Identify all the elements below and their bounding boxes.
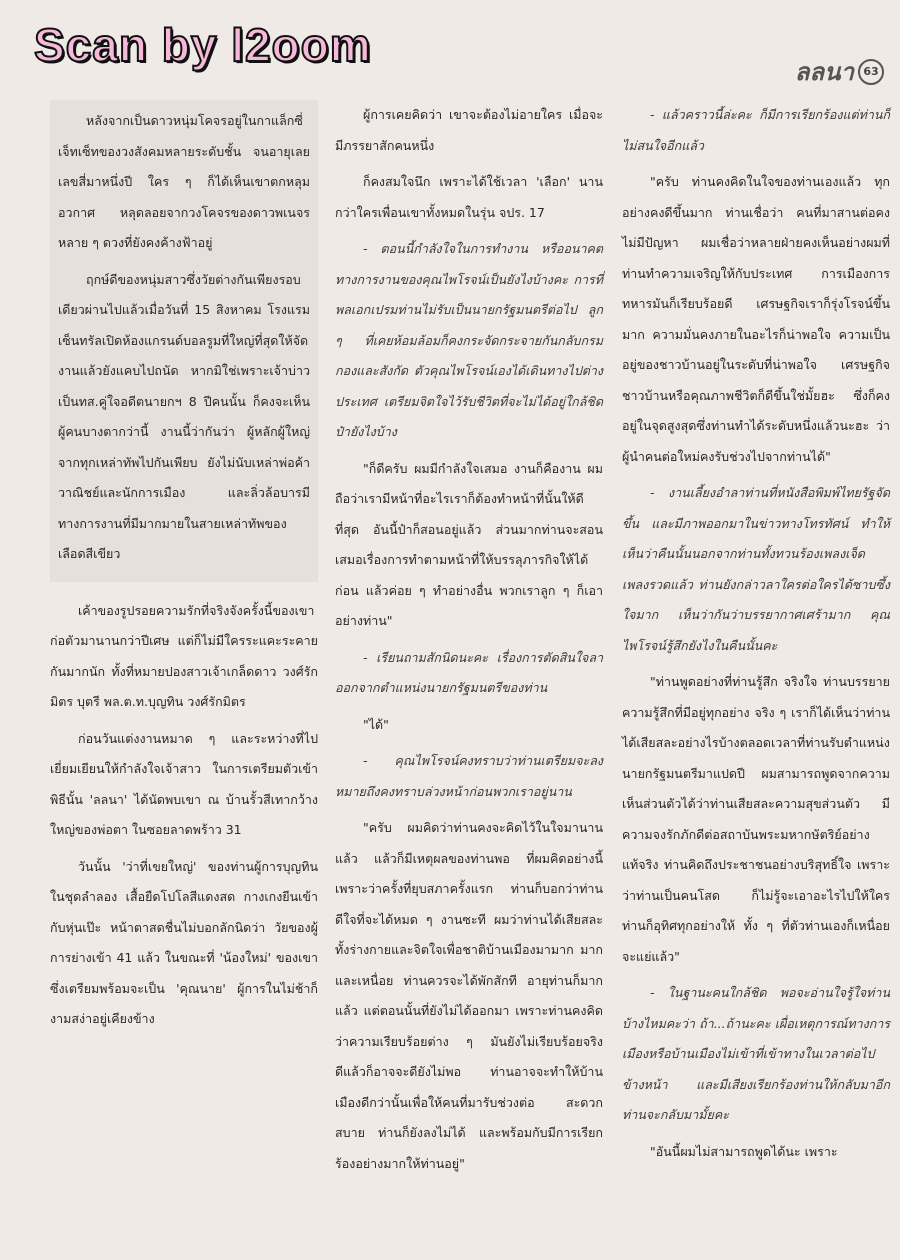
interview-answer: "ครับ ผมคิดว่าท่านคงจะคิดไว้ในใจมานานแล้ว แล้วก็มีเหตุผลของท่านพอ ที่ผมคิดอย่างนี้เพราะว่าครั้งที่ยุบสภาครั้งแรก ท่านก็บอกว่าท่านดีใจที่จะได้หมด ๆ งานซะที ผมว่าท่านได้เสียสละทั้งร่างกายและจิตใจเพื่อชาติบ้านเมืองมามาก มากและเหนื่อย ท่านควรจะได้พักสักที อายุท่านก็มากแล้ว แต่ตอนนั้นที่ยังไม่ได้ออกมา เพราะท่านคงคิดว่าความเรียบร้อยต่าง ๆ มันยังไม่เรียบร้อยจริง ดีแล้วก็อาจจะดียังไม่พอ ท่านอาจจะทำให้บ้านเมืองดีกว่านั้นเพื่อให้คนที่มารับช่วงต่อ สะดวกสบาย ท่านก็ยังลงไม่ได้ และพร้อมกับมีการเรียกร้องอย่างมากให้ท่านอยู่"	[335, 820, 603, 1171]
paragraph: เค้าของรูปรอยความรักที่จริงจังครั้งนี้ของเขาก่อตัวมานานกว่าปีเศษ แต่ก็ไม่มีใครระแคะระคายกันมากนัก ทั้งที่หมายปองสาวเจ้าเกล็ดดาว วงศ์รักมิตร บุตรี พล.ต.ท.บุญทิน วงศ์รักมิตร	[50, 602, 318, 709]
interview-question: - คุณไพโรจน์คงทราบว่าท่านเตรียมจะลง หมายถึงคงทราบล่วงหน้าก่อนพวกเราอยู่นาน	[335, 753, 603, 799]
interview-answer: "ก็ดีครับ ผมมีกำลังใจเสมอ งานก็คืองาน ผมถือว่าเรามีหน้าที่อะไรเราก็ต้องทำหน้าที่นั้นให้ดีที่สุด อันนี้ป๋าก็สอนอยู่แล้ว ส่วนมากท่านจะสอนเสมอเรื่องการทำตามหน้าที่ให้บรรลุภารกิจให้ได้ก่อน แล้วค่อย ๆ ทำอย่างอื่น พวกเราลูก ๆ ก็เอาอย่างท่าน"	[335, 460, 603, 628]
column-2	[335, 100, 603, 1185]
interview-answer: "ครับ ท่านคงคิดในใจของท่านเองแล้ว ทุกอย่างคงดีขึ้นมาก ท่านเชื่อว่า คนที่มาสานต่อคงไม่มีปัญหา ผมเชื่อว่าหลายฝ่ายคงเห็นอย่างผมที่ท่านทำความเจริญให้กับประเทศ การเมืองการทหารมันก็เรียบร้อยดี เศรษฐกิจเราก็รุ่งโรจน์ขึ้นมาก ความมั่นคงภายในอะไรก็น่าพอใจ ความเป็นอยู่ของชาวบ้านอยู่ในระดับที่น่าพอใจ เศรษฐกิจชาวบ้านหรือคุณภาพชีวิตก็ดีขึ้นใช่มั้ยฮะ ซึ่งก็คงอยู่ในจุดสูงสุดซึ่งท่านทำได้ระดับหนึ่งแล้วนะฮะ ว่าผู้นำคนต่อใหม่คงรับช่วงไปจากท่านได้"	[622, 174, 890, 464]
interview-question: - ตอนนี้กำลังใจในการทำงาน หรืออนาคตทางการงานของคุณไพโรจน์เป็นยังไงบ้างคะ การที่พลเอกเปรมท่านไม่รับเป็นนายกรัฐมนตรีต่อไป ลูก ๆ ที่เคยห้อมล้อมก็คงกระจัดกระจายกันกลับกรมกองและสังกัด ตัวคุณไพโรจน์เองได้เดินทางไปต่างประเทศ เตรียมจิตใจไว้รับชีวิตที่จะไม่ได้อยู่ใกล้ชิดป๋ายังไงบ้าง	[335, 241, 603, 439]
page-number: 63	[858, 59, 884, 85]
paragraph: หลังจากเป็นดาวหนุ่มโคจรอยู่ในกาแล็กซี่เจ็ทเซ็ทของวงสังคมหลายระดับชั้น จนอายุเลยเลขสี่มาหนึ่งปี ใคร ๆ ก็ได้เห็นเขาตกหลุมอวกาศ หลุดลอยจากวงโคจรของดาวพเนจรหลาย ๆ ดวงที่ยังคงค้างฟ้าอยู่	[58, 113, 310, 250]
interview-question: - เรียนถามสักนิดนะคะ เรื่องการตัดสินใจลาออกจากตำแหน่งนายกรัฐมนตรีของท่าน	[335, 649, 603, 695]
paragraph: วันนั้น 'ว่าที่เขยใหญ่' ของท่านผู้การบุญทิน ในชุดลำลอง เสื้อยืดโปโลสีแดงสด กางเกงยีนเข้ากับหุ่นเป๊ะ หน้าตาสดชื่นไม่บอกลักนิดว่า วัยของผู้การย่างเข้า 41 แล้ว ในขณะที่ 'น้องใหม่' ของเขา ซึ่งเตรียมพร้อมจะเป็น 'คุณนาย' ผู้การในไม่ช้าก็งามสง่าอยู่เคียงข้าง	[50, 858, 318, 1026]
interview-question: - แล้วคราวนี้ล่ะคะ ก็มีการเรียกร้องแต่ท่านก็ไม่สนใจอีกแล้ว	[622, 107, 890, 153]
paragraph: ก่อนวันแต่งงานหมาด ๆ และระหว่างที่ไปเยี่ยมเยียนให้กำลังใจเจ้าสาว ในการเตรียมตัวเข้าพิธีนั้น 'ลลนา' ได้นัดพบเขา ณ บ้านรั้วสีเทากว้างใหญ่ของพ่อตา ในซอยลาดพร้าว 31	[50, 730, 318, 837]
interview-answer: "ท่านพูดอย่างที่ท่านรู้สึก จริงใจ ท่านบรรยายความรู้สึกที่มีอยู่ทุกอย่าง จริง ๆ เราก็ได้เห็นว่าท่านได้เสียสละอย่างไรบ้างตลอดเวลาที่ท่านรับตำแหน่งนายกรัฐมนตรีมาแปดปี ผมสามารถพูดจากความเห็นส่วนตัวได้ว่าท่านเสียสละความสุขส่วนตัว มีความจงรักภักดีต่อสถาบันพระมหากษัตริย์อย่างแท้จริง ท่านคิดถึงประชาชนอย่างบริสุทธิ์ใจ เพราะว่าท่านเป็นคนโสด ก็ไม่รู้จะเอาอะไรไปให้ใคร ท่านก็อุทิศทุกอย่างให้ ทั้ง ๆ ที่ตัวท่านเองก็เหนื่อยจะแย่แล้ว"	[622, 674, 890, 964]
interview-question: - งานเลี้ยงอำลาท่านที่หนังสือพิมพ์ไทยรัฐจัดขึ้น และมีภาพออกมาในข่าวทางโทรทัศน์ ทำให้เห็นว่าคืนนั้นนอกจากท่านทั้งทวนร้องเพลงเจ็ดเพลงรวดแล้ว ท่านยังกล่าวลาใครต่อใครได้ซาบซึ้งใจมาก เห็นว่ากันว่าบรรยากาศเศร้ามาก คุณไพโรจน์รู้สึกยังไงในคืนนั้นคะ	[622, 485, 890, 653]
interview-answer: ผู้การเคยคิดว่า เขาจะต้องไม่อายใคร เมื่อจะมีภรรยาสักคนหนึ่ง	[335, 107, 603, 153]
masthead	[795, 52, 884, 91]
column-1	[50, 100, 318, 1041]
interview-answer: ก็คงสมใจนึก เพราะได้ใช้เวลา 'เลือก' นานกว่าใครเพื่อนเขาทั้งหมดในรุ่น จปร. 17	[335, 174, 603, 220]
interview-answer: "อันนี้ผมไม่สามารถพูดได้นะ เพราะ	[650, 1143, 838, 1159]
interview-question: - ในฐานะคนใกล้ชิด พอจะอ่านใจรู้ใจท่านบ้างไหมคะว่า ถ้า...ถ้านะคะ เผื่อเหตุการณ์ทางการเมืองหรือบ้านเมืองไม่เข้าที่เข้าทางในเวลาต่อไปข้างหน้า และมีเสียงเรียกร้องท่านให้กลับมาอีก ท่านจะกลับมามั้ยคะ	[622, 985, 890, 1122]
interview-answer: "ได้"	[363, 716, 389, 732]
paragraph: ฤกษ์ดีของหนุ่มสาวซึ่งวัยต่างกันเพียงรอบเดียวผ่านไปแล้วเมื่อวันที่ 15 สิงหาคม โรงแรมเซ็นทรัลเปิดห้องแกรนด์บอลรูมที่ใหญ่ที่สุดให้จัดงานแล้วยังแคบไปถนัด หากมิใช่เพราะเจ้าบ่าวเป็นทส.คู่ใจอดีตนายกฯ 8 ปีคนนั้น ก็คงจะเห็นผู้คนบางตากว่านี้ งานนี้ว่ากันว่า ผู้หลักผู้ใหญ่จากทุกเหล่าทัพไปกันเพียบ ยังไม่นับเหล่าพ่อค้าวาณิชย์และนักการเมือง และลิ่วล้อบารมีทางการงานที่มีมากมายในสายเหล่าทัพของเลือดสีเขียว	[58, 271, 310, 561]
magazine-title: ลลนา	[794, 57, 854, 86]
intro-highlight-box	[50, 100, 318, 582]
scan-watermark: Scan by l2oom	[34, 19, 372, 71]
column-3	[622, 100, 890, 1173]
